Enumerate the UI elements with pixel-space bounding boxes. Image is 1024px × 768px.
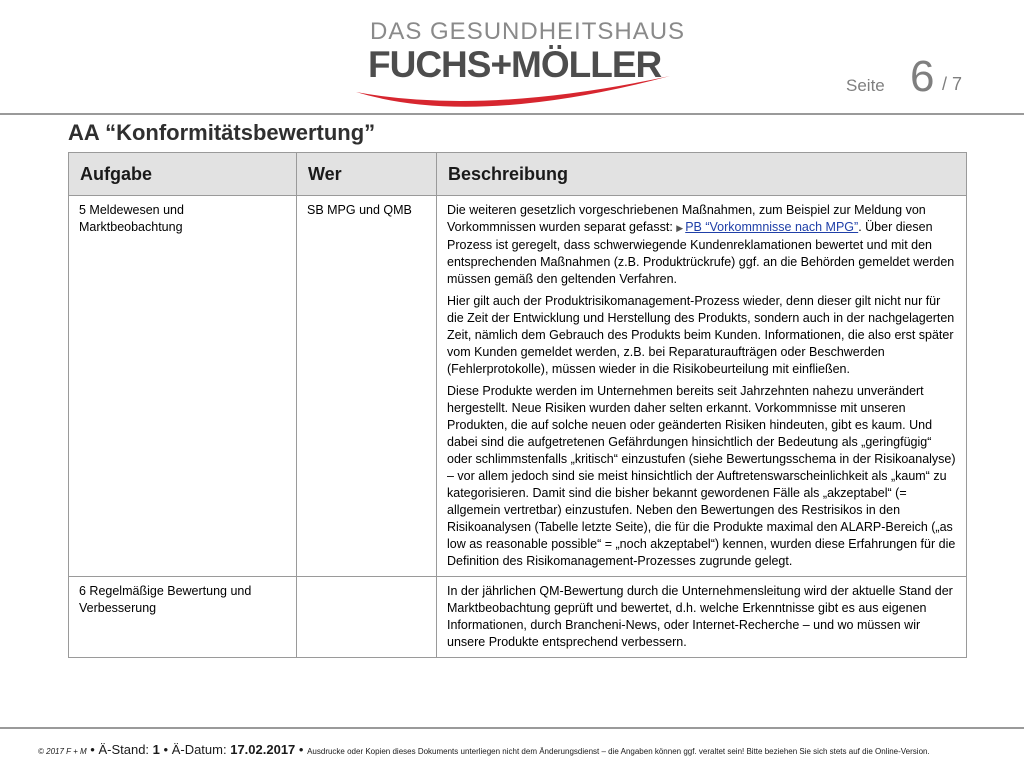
footer-note: Ausdrucke oder Kopien dieses Dokuments unterliegen nicht dem Änderungsdienst – die Angaben können ggf. veraltet sein! Bitte beziehen Sie sich stets auf die Online-Version.	[307, 747, 930, 756]
footer: © 2017 F + M • Ä-Stand: 1 • Ä-Datum: 17.02.2017 • Ausdrucke oder Kopien dieses Dokuments unterliegen nicht dem Änderungsdienst – die Angaben können ggf. veraltet sein! Bitte beziehen Sie sich stets auf die Online-Version.	[38, 742, 930, 757]
footer-copyright: © 2017 F + M	[38, 747, 87, 756]
column-header-wer: Wer	[297, 153, 437, 196]
column-header-aufgabe: Aufgabe	[69, 153, 297, 196]
page-indicator	[846, 50, 976, 100]
footer-divider	[0, 727, 1024, 729]
cell-beschreibung	[437, 196, 967, 577]
logo-wordmark: FUCHS+MÖLLER	[368, 44, 662, 85]
description-paragraph: In der jährlichen QM-Bewertung durch die Unternehmensleitung wird der aktuelle Stand der Marktbeobachtung geprüft und bewertet, d.h. welche Erkenntnisse gibt es aus eigenen Informationen, durch Brancheni-News, oder Internet-Recherche – und wo müssen wir unsere Produkte entsprechend verbessern.	[447, 584, 953, 649]
page-total: / 7	[942, 74, 963, 94]
cell-aufgabe: 6 Regelmäßige Bewertung und Verbesserung	[69, 577, 297, 658]
logo-swoosh-icon	[354, 66, 674, 116]
footer-stand-label: Ä-Stand:	[98, 742, 150, 757]
page-number: 6	[910, 52, 935, 101]
footer-datum-value: 17.02.2017	[230, 742, 296, 757]
column-header-beschreibung: Beschreibung	[437, 153, 967, 196]
footer-stand-value: 1	[152, 742, 160, 757]
table-header-row	[69, 153, 967, 196]
cell-wer: SB MPG und QMB	[297, 196, 437, 577]
cell-aufgabe: 5 Meldewesen und Marktbeobachtung	[69, 196, 297, 577]
logo-tagline: DAS GESUNDHEITSHAUS	[370, 18, 686, 45]
cell-beschreibung	[437, 577, 967, 658]
page-title: AA “Konformitätsbewertung”	[68, 120, 376, 145]
company-logo	[340, 14, 686, 110]
table-row	[69, 577, 967, 658]
page-label: Seite	[846, 76, 885, 95]
table-row	[69, 196, 967, 577]
description-text: . Über diesen Prozess ist geregelt, dass schwerwiegende Kundenreklamationen bewertet und mit den entsprechenden Maßnahmen (z.B. Produktrückrufe) ggf. an die Behörden gemeldet werden müssen gemäß den geltenden Verfahren.	[447, 220, 955, 286]
cell-wer	[297, 577, 437, 658]
header-divider	[0, 113, 1024, 115]
process-link-vorkommnisse[interactable]: PB “Vorkommnisse nach MPG”	[685, 220, 859, 234]
description-paragraph: Diese Produkte werden im Unternehmen bereits seit Jahrzehnten nahezu unverändert hergestellt. Neue Risiken wurden daher selten erkannt. Vorkommnisse mit unseren Produkten, die auf solche neuen oder geänderten Risiken hindeuten, gibt es kaum. Und dabei sind die aufgetretenen Gefährdungen hinsichtlich der Bedeutung als „geringfügig“ oder schlimmstenfalls „kritisch“ einzustufen (siehe Bewertungsschema in der Risikoanalyse) – vor allem jedoch sind sie meist hinsichtlich der Auftretenswarscheinlichkeit als „kaum“ zu kategorisieren. Damit sind die bisher bekannt gewordenen Fälle als „akzeptabel“ (= allgemein vertretbar) einzustufen. Neben den Bewertungen des Restrisikos in den Risikoanalysen (Tabelle letzte Seite), die für die Produkte maximal den ALARP-Bereich („as low as reasonable possible“ = „noch akzeptabel“) kennen, wurden diese Erfahrungen für die Definition des Risikomanagement-Prozesses zugrunde gelegt.	[447, 384, 956, 568]
process-table	[68, 152, 967, 658]
description-paragraph: Hier gilt auch der Produktrisikomanagement-Prozess wieder, denn dieser gilt nicht nur für die Zeit der Entwicklung und Herstellung des Produkts, sondern auch in der nachgelagerten Zeit, nämlich dem Gebrauch des Produkts beim Kunden. Informationen, die also erst später vom Kunden gemeldet werden, z.B. bei Reparaturaufträgen oder Beschwerden (Fehlerprotokolle), müssen wieder in die Risikobeurteilung mit einfließen.	[447, 294, 955, 376]
description-text: Die weiteren gesetzlich vorgeschriebenen Maßnahmen, zum Beispiel zur Meldung von Vorkommnissen wurden separat gefasst:	[447, 203, 926, 234]
arrow-right-icon: ▶	[676, 223, 684, 233]
description-paragraph	[447, 202, 956, 288]
footer-datum-label: Ä-Datum:	[171, 742, 227, 757]
